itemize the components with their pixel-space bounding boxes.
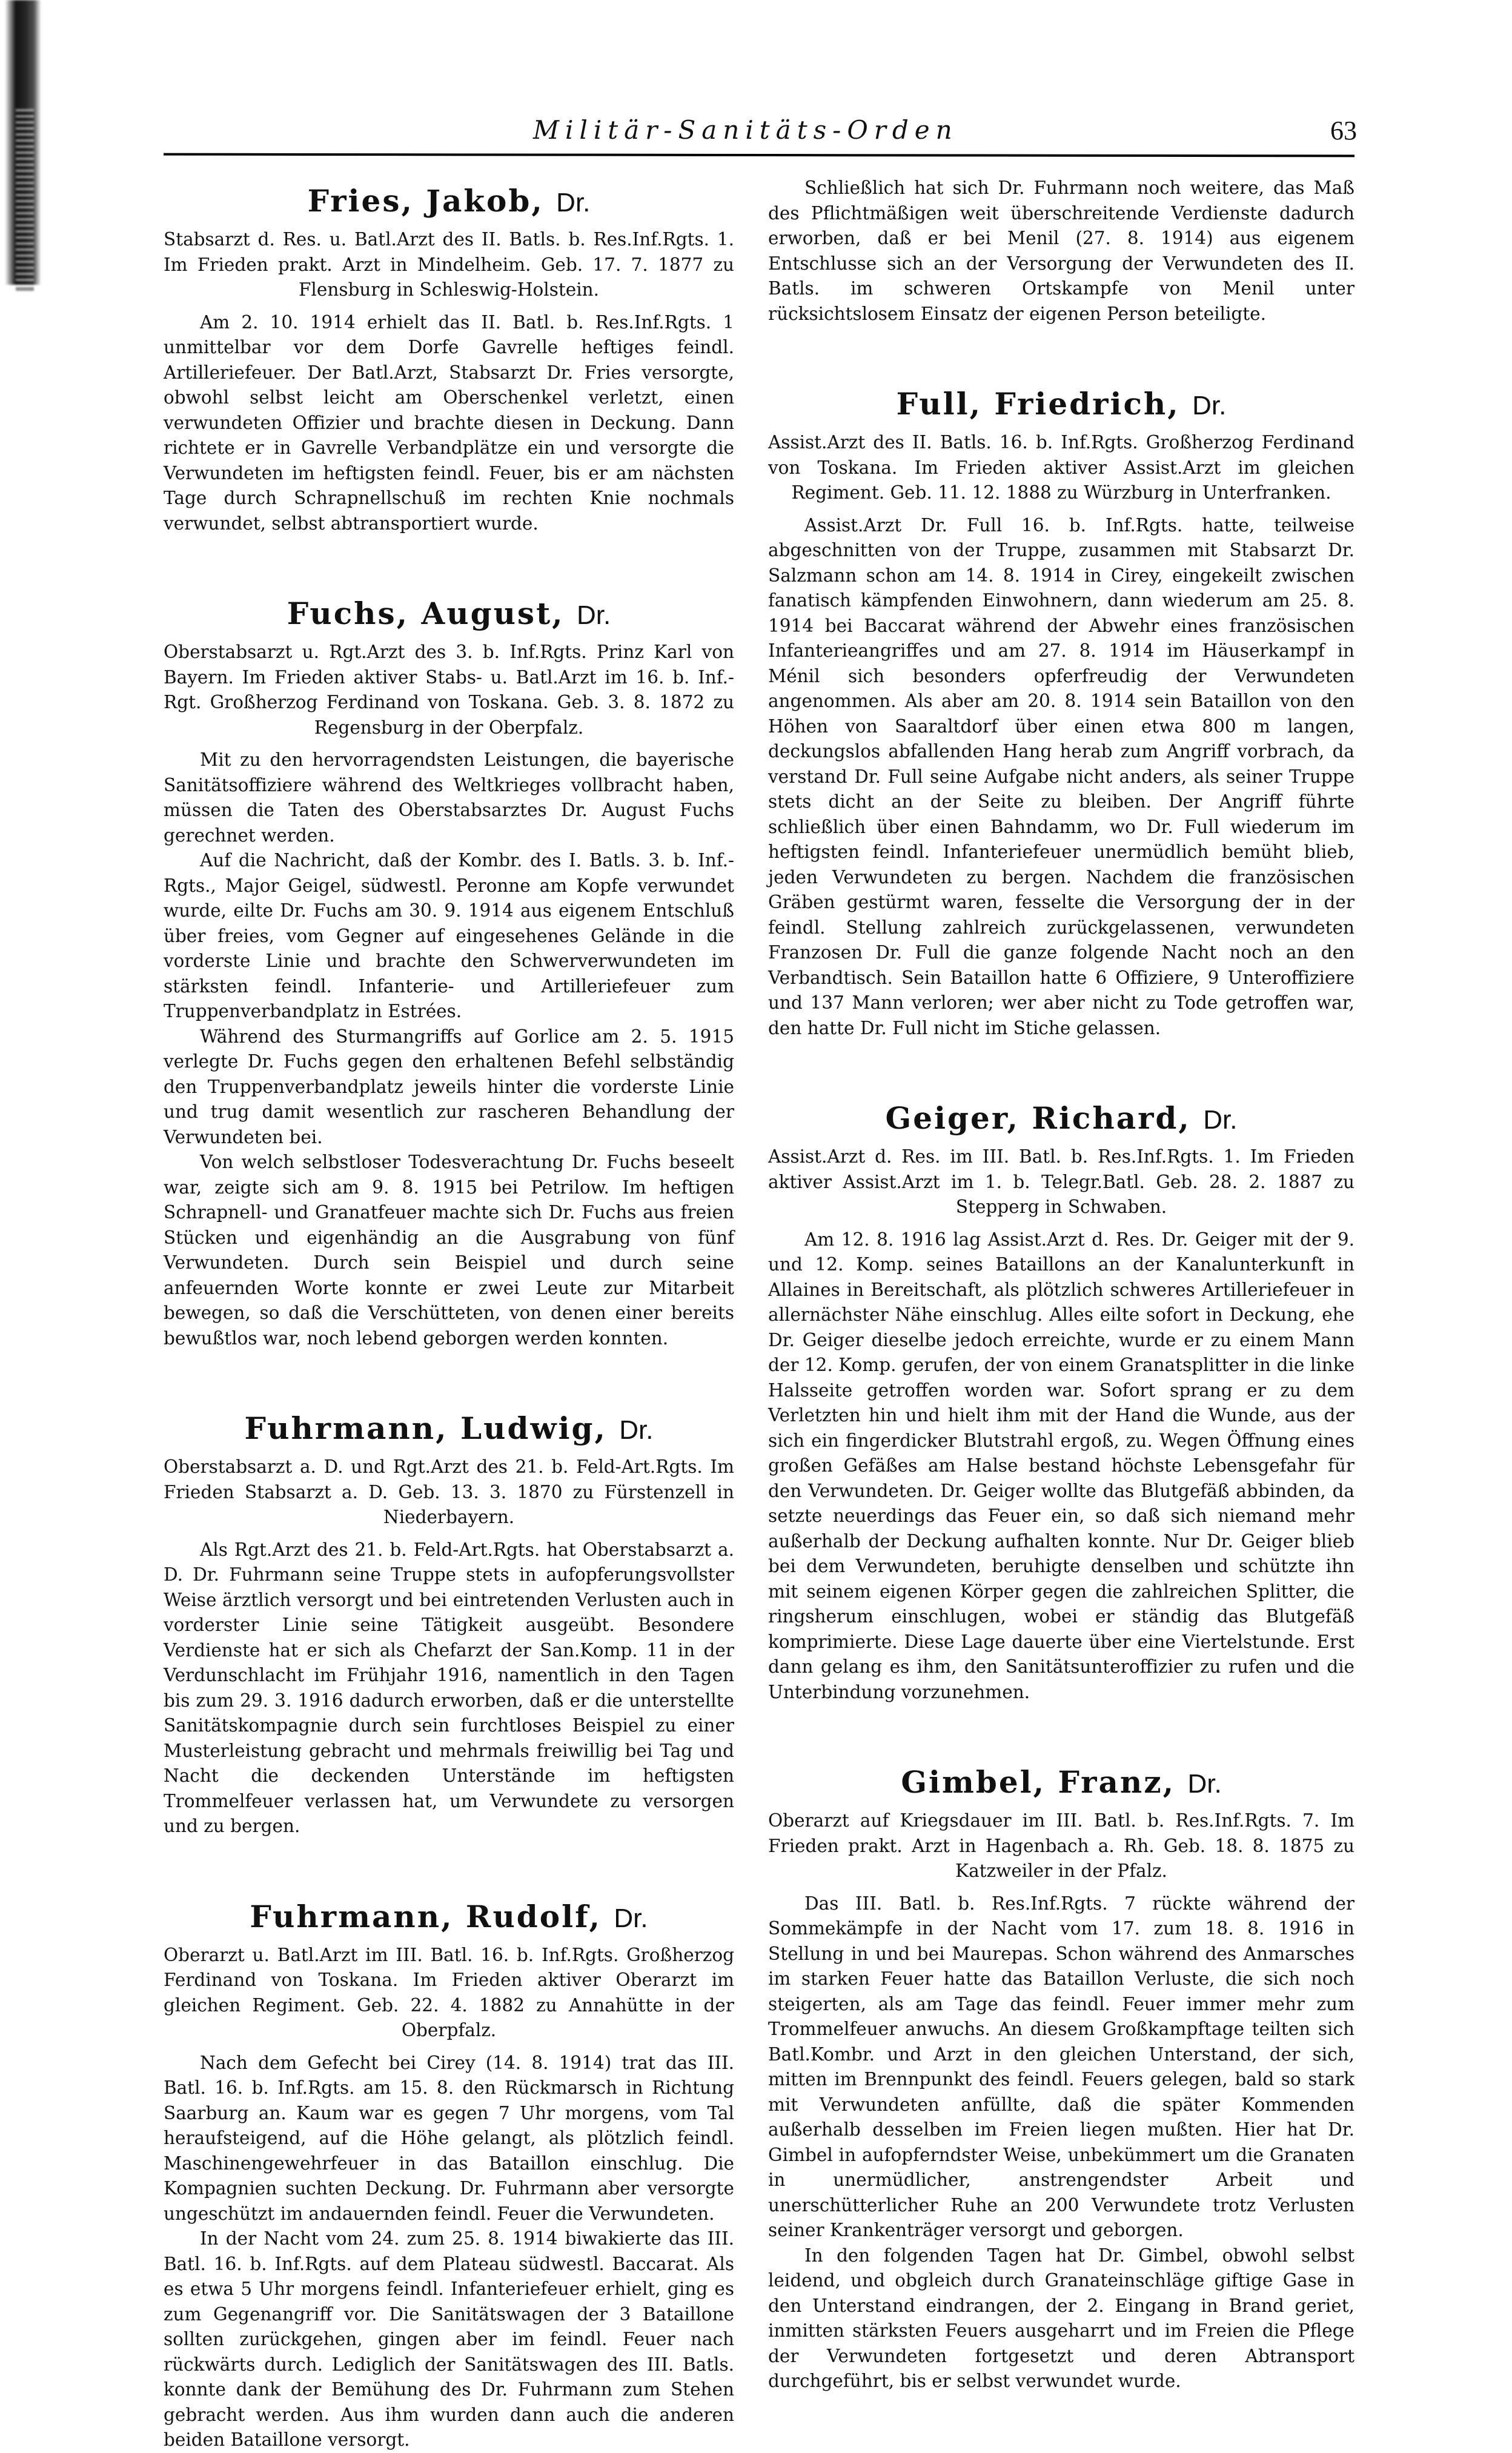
right-column xyxy=(768,176,1354,2394)
spacer xyxy=(768,1705,1354,1747)
entry-paragraph: Das III. Batl. b. Res.Inf.Rgts. 7 rückte während der Sommekämpfe in der Nacht vom 17. zum 18. 8. 1916 in Stellung in und bei Maurepas. Schon während des Anmarsches im starken Feuer hatte das Bataillon Verluste, die sich noch steigerten, als am Tage das feindl. Feuer immer mehr zum Trommelfeuer anwuchs. An diesem Großkampftage teilten sich Batl.Kombr. und Arzt in den gleichen Unterstand, der sich, mitten im Brennpunkt des feindl. Feuers gelegen, bald so stark mit Verwundeten anfüllte, daß die später Kommenden außerhalb desselben im Freien liegen mußten. Hier hat Dr. Gimbel in aufopferndster Weise, unbekümmert um die Granaten in unermüdlicher, anstrengendster Arbeit und unerschütterlicher Ruhe an 200 Verwundete trotz Verlusten seiner Krankenträger versorgt und geborgen. xyxy=(768,1893,1354,2240)
entry-title: Dr. xyxy=(1187,1769,1222,1799)
entry-paragraph: In den folgenden Tagen hat Dr. Gimbel, obwohl selbst leidend, und obgleich durch Granateinschläge giftige Gase in den Unterstand eindrangen, der 2. Eingang in Brand geriet, inmitten stärksten Feuers ausgeharrt und im Freien die Pflege der Verwundeten fortgesetzt und deren Abtransport durchgeführt, bis er selbst verwundet wurde. xyxy=(768,2245,1354,2391)
entry-title: Dr. xyxy=(1203,1105,1238,1135)
left-column xyxy=(164,176,734,2453)
entry-name: Fries, Jakob, xyxy=(307,183,544,219)
entry-bio: Oberstabsarzt u. Rgt.Arzt des 3. b. Inf.Rgts. Prinz Karl von Bayern. Im Frieden aktiver Stabs- u. Batl.Arzt im 16. b. Inf.-Rgt. Großherzog Ferdinand von Toskana. Geb. 3. 8. 1872 zu Regensburg in der Oberpfalz. xyxy=(164,642,734,738)
entry-name: Geiger, Richard, xyxy=(885,1100,1191,1136)
scan-edge-artifact xyxy=(5,0,41,285)
entry-fuhrmann-rudolf xyxy=(164,1899,734,2453)
entry-heading xyxy=(164,1410,734,1449)
entry-heading xyxy=(164,1899,734,1937)
entry-fuchs xyxy=(164,596,734,1351)
spacer xyxy=(164,536,734,579)
entry-full xyxy=(768,386,1354,1041)
entry-heading xyxy=(768,1100,1354,1138)
entry-name: Fuhrmann, Rudolf, xyxy=(250,1898,602,1934)
entry-title: Dr. xyxy=(556,188,591,217)
entry-heading xyxy=(164,183,734,221)
entry-bio: Oberstabsarzt a. D. und Rgt.Arzt des 21. b. Feld-Art.Rgts. Im Frieden Stabsarzt a. D. Geb. 13. 3. 1870 zu Fürstenzell in Niederbayern. xyxy=(164,1456,734,1527)
entry-name: Gimbel, Franz, xyxy=(901,1764,1176,1800)
entry-paragraph: Am 2. 10. 1914 erhielt das II. Batl. b. Res.Inf.Rgts. 1 unmittelbar vor dem Dorfe Gavrelle heftiges feindl. Artilleriefeuer. Der Batl.Arzt, Stabsarzt Dr. Fries versorgte, obwohl selbst leicht am Oberschenkel verletzt, einen verwundeten Offizier und brachte diesen in Deckung. Dann richtete er in Gavrelle Verbandplätze ein und versorgte die Verwundeten im heftigsten feindl. Feuer, bis er am nächsten Tage durch Schrapnellschuß im rechten Knie nochmals verwundet, selbst abtransportiert wurde. xyxy=(164,311,734,534)
entry-bio: Oberarzt auf Kriegsdauer im III. Batl. b. Res.Inf.Rgts. 7. Im Frieden prakt. Arzt in Hagenbach a. Rh. Geb. 18. 8. 1875 zu Katzweiler in der Pfalz. xyxy=(768,1810,1354,1881)
page-header xyxy=(533,115,1357,158)
page-number: 63 xyxy=(1330,116,1357,145)
entry-name: Full, Friedrich, xyxy=(896,386,1180,422)
entry-gimbel xyxy=(768,1764,1354,2394)
entry-paragraph: Nach dem Gefecht bei Cirey (14. 8. 1914) trat das III. Batl. 16. b. Inf.Rgts. am 15. 8. den Rückmarsch in Richtung Saarburg an. Kaum war es gegen 7 Uhr morgens, vom Tal heraufsteigend, auf die Höhe gelangt, als plötzlich feindl. Maschinengewehrfeuer in das Bataillon einschlug. Die Kompagnien suchten Deckung. Dr. Fuhrmann aber versorgte ungeschützt im andauernden feindl. Feuer die Verwundeten. xyxy=(164,2052,734,2224)
entry-paragraph: Auf die Nachricht, daß der Kombr. des I. Batls. 3. b. Inf.-Rgts., Major Geigel, südwestl. Peronne am Kopfe verwundet wurde, eilte Dr. Fuchs am 30. 9. 1914 aus eigenem Entschluß über freies, vom Gegner auf eingesehenes Gelände in die vorderste Linie und brachte den Schwerverwundeten im stärksten feindl. Infanterie- und Artilleriefeuer zum Truppenverbandplatz in Estrées. xyxy=(164,850,734,1021)
entry-name: Fuhrmann, Ludwig, xyxy=(244,1410,607,1446)
entry-paragraph: Während des Sturmangriffs auf Gorlice am 2. 5. 1915 verlegte Dr. Fuchs gegen den erhaltenen Befehl selbständig den Truppenverbandplatz jeweils hinter die vorderste Linie und trug damit wesentlich zur rascheren Behandlung der Verwundeten bei. xyxy=(164,1026,734,1147)
entry-fuhrmann-ludwig xyxy=(164,1410,734,1839)
entry-paragraph: In der Nacht vom 24. zum 25. 8. 1914 biwakierte das III. Batl. 16. b. Inf.Rgts. auf dem Plateau südwestl. Baccarat. Als es etwa 5 Uhr morgens feindl. Infanteriefeuer erhielt, ging es zum Gegenangriff vor. Die Sanitätswagen der 3 Bataillone sollten zurückgehen, gingen aber im feindl. Feuer nach rückwärts durch. Lediglich der Sanitätswagen des III. Batls. konnte dank der Bemühung des Dr. Fuhrmann zum Stehen gebracht werden. Aus ihm wurden dann auch die anderen beiden Bataillone versorgt. xyxy=(164,2228,734,2450)
entry-paragraph: Als Rgt.Arzt des 21. b. Feld-Art.Rgts. hat Oberstabsarzt a. D. Dr. Fuhrmann seine Truppe stets in aufopferungsvollster Weise ärztlich versorgt und bei eintretenden Verlusten auch in vorderster Linie seine Tätigkeit ausgeübt. Besondere Verdienste hat er sich als Chefarzt der San.Komp. 11 in der Verdunschlacht im Frühjahr 1916, namentlich in den Tagen bis zum 29. 3. 1916 dadurch erworben, daß er die unterstellte Sanitätskompagnie durch sein furchtloses Beispiel zu einer Musterleistung gebracht und mehrmals freiwillig bei Tag und Nacht die deckenden Unterstände im heftigsten Trommelfeuer verlassen hat, um Verwundete zu versorgen und zu bergen. xyxy=(164,1539,734,1836)
entry-heading xyxy=(164,596,734,634)
spacer xyxy=(768,1041,1354,1083)
entry-heading xyxy=(768,386,1354,424)
entry-fries xyxy=(164,183,734,536)
continuation-paragraph: Schließlich hat sich Dr. Fuhrmann noch weitere, das Maß des Pflichtmäßigen weit überschreitende Verdienste dadurch erworben, daß er bei Menil (27. 8. 1914) aus eigenem Entschlusse sich an der Versorgung der Verwundeten des II. Batls. im schweren Ortskampfe von Menil unter rücksichtslosem Einsatz der eigenen Person beteiligte. xyxy=(768,178,1354,324)
entry-geiger xyxy=(768,1100,1354,1705)
entry-bio: Stabsarzt d. Res. u. Batl.Arzt des II. Batls. b. Res.Inf.Rgts. 1. Im Frieden prakt. Arzt in Mindelheim. Geb. 17. 7. 1877 zu Flensburg in Schleswig-Holstein. xyxy=(164,229,734,300)
spacer xyxy=(164,1351,734,1393)
entry-title: Dr. xyxy=(1192,391,1227,420)
entry-bio: Assist.Arzt d. Res. im III. Batl. b. Res.Inf.Rgts. 1. Im Frieden aktiver Assist.Arzt im 1. b. Telegr.Batl. Geb. 28. 2. 1887 zu Stepperg in Schwaben. xyxy=(768,1146,1354,1217)
entry-title: Dr. xyxy=(577,600,611,630)
entry-paragraph: Am 12. 8. 1916 lag Assist.Arzt d. Res. Dr. Geiger mit der 9. und 12. Komp. seines Bataillons an der Kanalunterkunft in Allaines in Bereitschaft, als plötzlich schweres Artilleriefeuer in allernächster Nähe einschlug. Alles eilte sofort in Deckung, ehe Dr. Geiger dieselbe jedoch erreichte, wurde er zu einem Mann der 12. Komp. gerufen, der von einem Granatsplitter in die linke Halsseite getroffen worden war. Sofort sprang er zu dem Verletzten hin und hielt ihm mit der Hand die Wunde, aus der sich ein fingerdicker Blutstrahl ergoß, zu. Wegen Öffnung eines großen Gefäßes am Halse bestand höchste Lebensgefahr für den Verwundeten. Dr. Geiger wollte das Blutgefäß abbinden, da setzte neuerdings das Feuer ein, so daß sich niemand mehr außerhalb der Deckung aufhalten konnte. Nur Dr. Geiger blieb bei dem Verwundeten, beruhigte denselben und schützte ihn mit seinem eigenen Körper gegen die zahlreichen Splitter, die ringsherum einschlugen, wobei er ständig das Blutgefäß komprimierte. Diese Lage dauerte über eine Viertelstunde. Erst dann gelang es ihm, den Sanitätsunteroffizier zu rufen und die Unterbindung vorzunehmen. xyxy=(768,1229,1354,1702)
entry-bio: Oberarzt u. Batl.Arzt im III. Batl. 16. b. Inf.Rgts. Großherzog Ferdinand von Toskana. Im Frieden aktiver Oberarzt im gleichen Regiment. Geb. 22. 4. 1882 zu Annahütte in der Oberpfalz. xyxy=(164,1944,734,2040)
entry-paragraph: Von welch selbstloser Todesverachtung Dr. Fuchs beseelt war, zeigte sich am 9. 8. 1915 bei Petrilow. Im heftigen Schrapnell- und Granatfeuer machte sich Dr. Fuchs aus freien Stücken und eigenhändig an die Ausgrabung von fünf Verwundeten. Durch sein Beispiel und durch seine anfeuernden Worte konnte er zwei Leute zur Mitarbeit bewegen, so daß die Verschütteten, von denen einer bereits bewußtlos war, noch lebend geborgen werden konnten. xyxy=(164,1152,734,1349)
spacer xyxy=(164,1839,734,1882)
entry-title: Dr. xyxy=(614,1903,648,1933)
entry-paragraph: Mit zu den hervorragendsten Leistungen, die bayerische Sanitätsoffiziere während des Weltkrieges vollbracht haben, müssen die Taten des Oberstabsarztes Dr. August Fuchs gerechnet werden. xyxy=(164,749,734,846)
entry-bio: Assist.Arzt des II. Batls. 16. b. Inf.Rgts. Großherzog Ferdinand von Toskana. Im Frieden aktiver Assist.Arzt im gleichen Regiment. Geb. 11. 12. 1888 zu Würzburg in Unterfranken. xyxy=(768,432,1354,503)
entry-name: Fuchs, August, xyxy=(287,596,565,631)
running-title: Militär-Sanitäts-Orden xyxy=(533,115,958,145)
entry-heading xyxy=(768,1764,1354,1802)
entry-title: Dr. xyxy=(619,1415,654,1445)
spacer xyxy=(768,327,1354,369)
entry-paragraph: Assist.Arzt Dr. Full 16. b. Inf.Rgts. hatte, teilweise abgeschnitten von der Truppe, zusammen mit Stabsarzt Dr. Salzmann schon am 14. 8. 1914 in Cirey, eingekeilt zwischen fanatisch kämpfenden Einwohnern, dann wiederum am 25. 8. 1914 bei Baccarat während der Abwehr eines französischen Infanterieangriffes und am 27. 8. 1914 im Häuserkampf in Ménil sich besonders opferfreudig der Verwundeten angenommen. Als aber am 20. 8. 1914 sein Bataillon von den Höhen von Saaraltdorf über einen etwa 800 m langen, deckungslos abfallenden Hang herab zum Angriff vorbrach, da verstand Dr. Full seine Aufgabe nicht anders, als seiner Truppe stets dicht an der Seite zu bleiben. Der Angriff führte schließlich über einen Bahndamm, wo Dr. Full wiederum im heftigsten feindl. Infanteriefeuer unermüdlich bemüht blieb, jeden Verwundeten zu bergen. Nachdem die französischen Gräben gestürmt waren, fesselte die Versorgung der in der feindl. Stellung zahlreich zurückgelassenen, verwundeten Franzosen Dr. Full die ganze folgende Nacht noch an den Verbandtisch. Sein Bataillon hatte 6 Offiziere, 9 Unteroffiziere und 137 Mann verloren; wer aber nicht zu Tode getroffen war, den hatte Dr. Full nicht im Stiche gelassen. xyxy=(768,514,1354,1038)
